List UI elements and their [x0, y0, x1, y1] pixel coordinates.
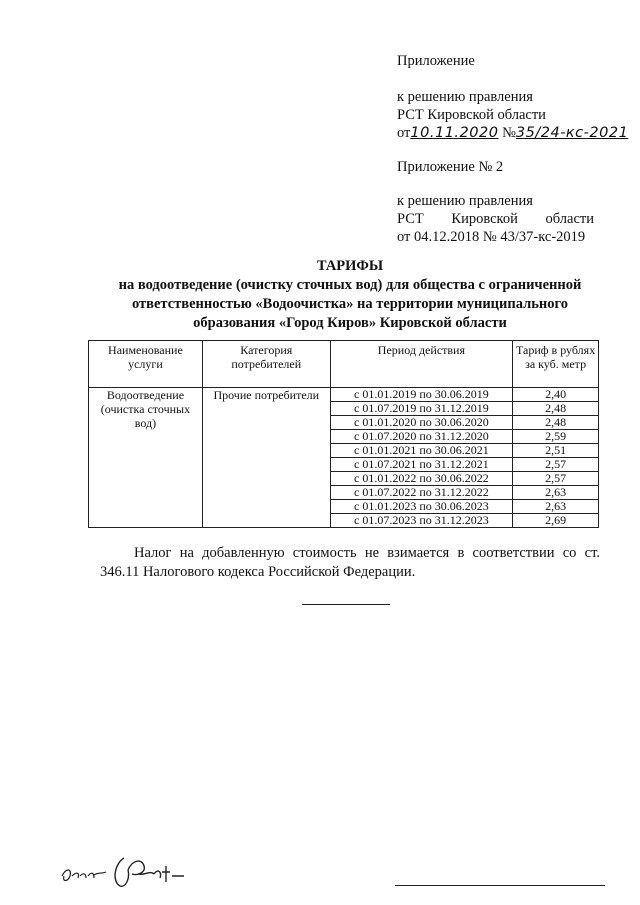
period-cell: с 01.07.2023 по 31.12.2023: [330, 514, 513, 528]
period-cell: с 01.01.2019 по 30.06.2019: [330, 388, 513, 402]
tariff-cell: 2,63: [513, 486, 599, 500]
period-cell: с 01.07.2020 по 31.12.2020: [330, 430, 513, 444]
tariff-cell: 2,51: [513, 444, 599, 458]
handwritten-number: 35/24-кс-2021: [515, 125, 629, 141]
title-line-1: на водоотведение (очистку сточных вод) для общества с ограниченной: [118, 277, 582, 293]
tariff-cell: 2,59: [513, 430, 599, 444]
period-cell: с 01.01.2023 по 30.06.2023: [330, 500, 513, 514]
tariff-cell: 2,40: [513, 388, 599, 402]
title-line-3: образования «Город Киров» Кировской области: [193, 315, 507, 331]
reference-line-1: к решению правления: [397, 193, 533, 209]
tax-note: [100, 544, 600, 582]
title-line-2: ответственностью «Водоочистка» на территории муниципального: [131, 296, 569, 312]
tariff-cell: 2,63: [513, 500, 599, 514]
reference-line-2: [397, 210, 594, 228]
tax-note-line-2: 346.11 Налогового кодекса Российской Федерации.: [100, 564, 416, 580]
header-category: Категория потребителей: [202, 341, 330, 388]
document-title: ТАРИФЫ: [316, 258, 384, 274]
reference-line-3: от 04.12.2018 № 43/37-кс-2019: [397, 229, 586, 245]
reference-word: Кировской: [451, 211, 518, 227]
period-cell: с 01.01.2021 по 30.06.2021: [330, 444, 513, 458]
tariff-cell: 2,48: [513, 402, 599, 416]
service-cell: Водоотведение (очистка сточных вод): [89, 388, 203, 528]
appendix2-title: Приложение № 2: [397, 159, 504, 175]
closing-rule: [302, 604, 390, 605]
table-header-row: [89, 341, 599, 388]
period-cell: с 01.01.2022 по 30.06.2022: [330, 472, 513, 486]
date-prefix: от: [397, 125, 411, 141]
decision-line-2: РСТ Кировской области: [397, 107, 546, 123]
period-cell: с 01.07.2021 по 31.12.2021: [330, 458, 513, 472]
period-cell: с 01.01.2020 по 30.06.2020: [330, 416, 513, 430]
tax-note-line-1: Налог на добавленную стоимость не взимается в соответствии со ст.: [134, 545, 600, 561]
decision-date-line: [397, 124, 628, 142]
decision-line-1: к решению правления: [397, 89, 533, 105]
tariff-table: [88, 340, 599, 528]
handwritten-signature: [58, 842, 188, 892]
reference-word: РСТ: [397, 211, 424, 227]
handwritten-date: 10.11.2020: [410, 125, 499, 141]
period-cell: с 01.07.2022 по 31.12.2022: [330, 486, 513, 500]
header-period: Период действия: [330, 341, 513, 388]
period-cell: с 01.07.2019 по 31.12.2019: [330, 402, 513, 416]
table-row: [89, 388, 599, 402]
appendix-title: Приложение: [397, 53, 475, 69]
tariff-cell: 2,57: [513, 458, 599, 472]
tariff-cell: 2,48: [513, 416, 599, 430]
bottom-rule: [395, 885, 605, 886]
header-tariff: Тариф в рублях за куб. метр: [513, 341, 599, 388]
reference-word: области: [545, 211, 594, 227]
tariff-cell: 2,57: [513, 472, 599, 486]
tariff-cell: 2,69: [513, 514, 599, 528]
category-cell: Прочие потребители: [202, 388, 330, 528]
header-service: Наименование услуги: [89, 341, 203, 388]
number-prefix: №: [502, 125, 516, 141]
